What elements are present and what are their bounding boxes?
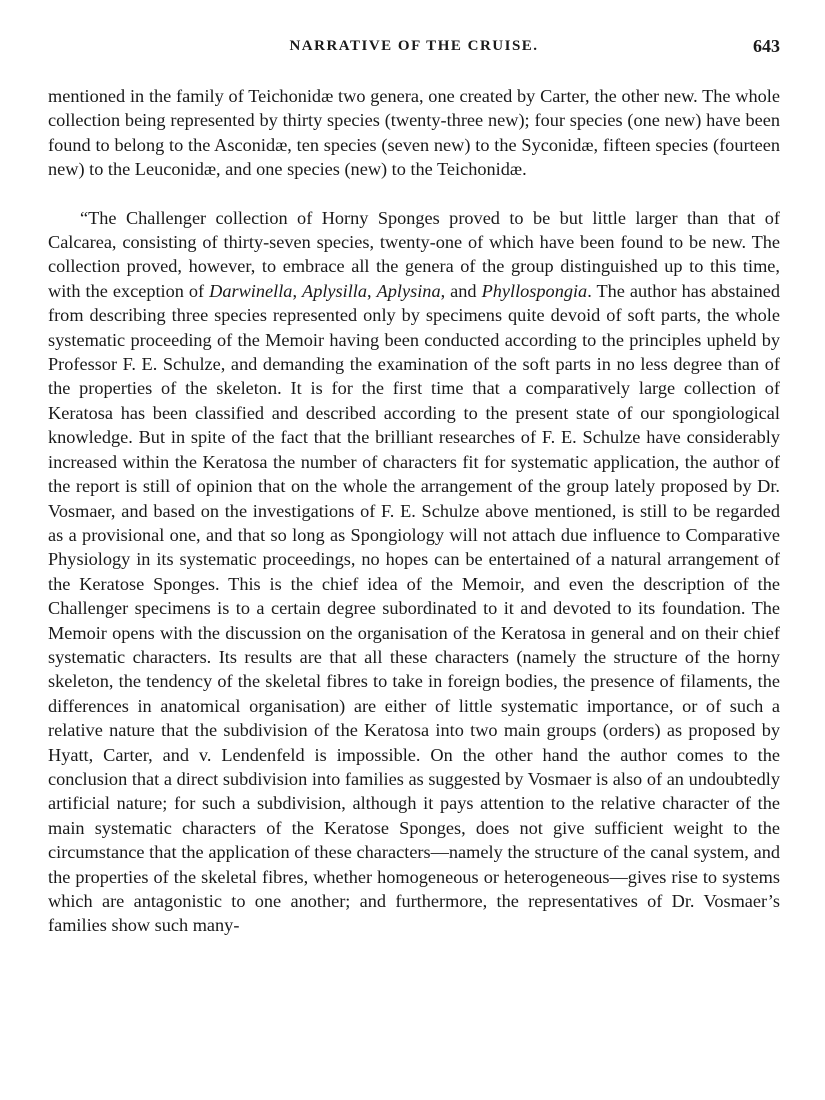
running-title: NARRATIVE OF THE CRUISE. (289, 38, 539, 54)
paragraph-1: mentioned in the family of Teichonidæ two genera, one created by Carter, the other new. The whole collection being represented by thirty species (twenty-three new); four species (one new) have been found to belong to the Asconidæ, ten species (seven new) to the Syconidæ, fifteen species (fourteen new) to the Leuconidæ, and one species (new) to the Teichonidæ. (48, 86, 780, 180)
paragraph-2-text-b: . The author has abstained from describing three species represented only by specimens quite devoid of soft parts, the whole systematic proceeding of the Memoir having been conducted according to the principles upheld by Professor F. E. Schulze, and demanding the examination of the soft parts in no less degree than of the properties of the skeleton. It is for the first time that a comparatively large collection of Keratosa has been classified and described according to the present state of our spongiological knowledge. But in spite of the fact that the brilliant researches of F. E. Schulze have considerably increased within the Keratosa the number of characters fit for systematic application, the author of the report is still of opinion that on the whole the arrangement of the group lately proposed by Dr. Vosmaer, and based on the investigations of F. E. Schulze above mentioned, is still to be regarded as a provisional one, and that so long as Spongiology will not attach due influence to Comparative Physiology in its systematic proceedings, no hopes can be entertained of a natural arrangement of the Keratose Sponges. This is the chief idea of the Memoir, and even the description of the Challenger specimens is to a certain degree subordinated to it and devoted to its foundation. The Memoir opens with the discussion on the organisation of the Keratosa in general and on their chief systematic characters. Its results are that all these characters (namely the structure of the horny skeleton, the tendency of the skeletal fibres to take in foreign bodies, the presence of filaments, the differences in anatomical organisation) are either of little systematic importance, or of such a relative nature that the subdivision of the Keratosa into two main groups (orders) as proposed by Hyatt, Carter, and v. Lendenfeld is impossible. On the other hand the author comes to the conclusion that a direct subdivision into families as suggested by Vosmaer is also of an undoubtedly artificial nature; for such a subdivision, although it pays attention to the relative character of the main systematic characters of the Keratose Sponges, does not give sufficient weight to the circumstance that the application of these characters—namely the structure of the canal system, and the properties of the skeletal fibres, whether homogeneous or heterogeneous—gives rise to systems which are antagonistic to one another; and furthermore, the representatives of Dr. Vosmaer’s families show such many- (48, 280, 780, 936)
paragraph-2-text-a: “The Challenger collection of Horny Sponges proved to be but little larger than that of Calcarea, consisting of thirty-seven species, twenty-one of which have been found to be new. The collection proved, however, to embrace all the genera of the group distinguished up to this time, with the exception of (48, 207, 780, 301)
body-text (48, 84, 780, 938)
genus-phyllospongia: Phyllospongia (481, 280, 588, 301)
paragraph-2 (48, 206, 780, 938)
separator-3: , and (440, 280, 482, 301)
genus-aplysina: Aplysina (376, 280, 441, 301)
genus-darwinella: Darwinella (209, 280, 293, 301)
separator-2: , (367, 280, 377, 301)
page-number: 643 (753, 36, 780, 56)
page-header (48, 36, 780, 60)
genus-aplysilla: Aplysilla (302, 280, 368, 301)
separator-1: , (292, 280, 303, 301)
